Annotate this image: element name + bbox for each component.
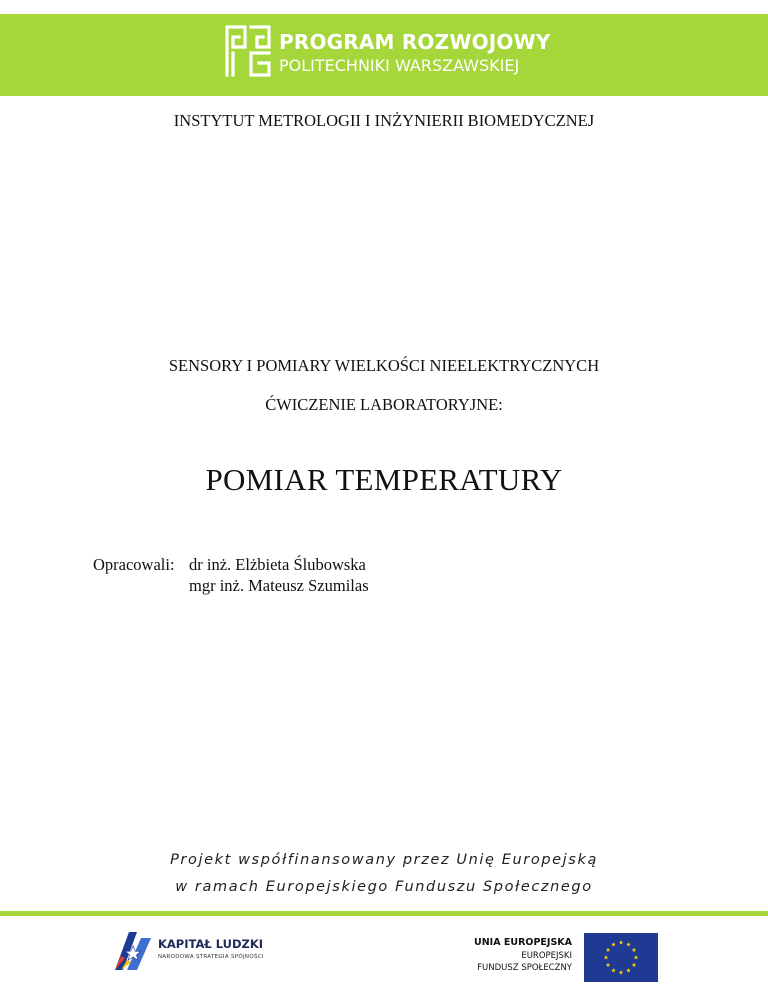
institute-name: INSTYTUT METROLOGII I INŻYNIERII BIOMEDYCZNEJ (173, 111, 595, 130)
eu-fund-label: FUNDUSZ SPOŁECZNY (477, 963, 572, 973)
author-name: dr inż. Elżbieta Ślubowska (189, 555, 366, 574)
exercise-label: ĆWICZENIE LABORATORYJNE: (265, 395, 503, 414)
eu-fund-label: EUROPEJSKI (521, 951, 572, 961)
program-subtitle: POLITECHNIKI WARSZAWSKIEJ (279, 56, 520, 75)
author-name: mgr inż. Mateusz Szumilas (189, 576, 369, 595)
eu-label: UNIA EUROPEJSKA (474, 937, 572, 948)
kapital-ludzki-title: KAPITAŁ LUDZKI (158, 937, 264, 951)
kapital-ludzki-emblem-icon (113, 930, 153, 972)
page-title: POMIAR TEMPERATURY (205, 462, 563, 497)
eu-flag-icon (584, 933, 658, 982)
kapital-ludzki-subtitle: NARODOWA STRATEGIA SPÓJNOŚCI (158, 954, 264, 960)
program-title: PROGRAM ROZWOJOWY (279, 30, 551, 54)
pr-logo-icon (223, 23, 273, 79)
project-funding-line: w ramach Europejskiego Funduszu Społecznego (175, 879, 593, 895)
authors-label: Opracowali: (93, 555, 175, 574)
header-band (0, 14, 768, 96)
course-name: SENSORY I POMIARY WIELKOŚCI NIEELEKTRYCZNYCH (168, 356, 600, 375)
footer-divider (0, 911, 768, 916)
project-funding-line: Projekt współfinansowany przez Unię Europejską (170, 852, 598, 868)
